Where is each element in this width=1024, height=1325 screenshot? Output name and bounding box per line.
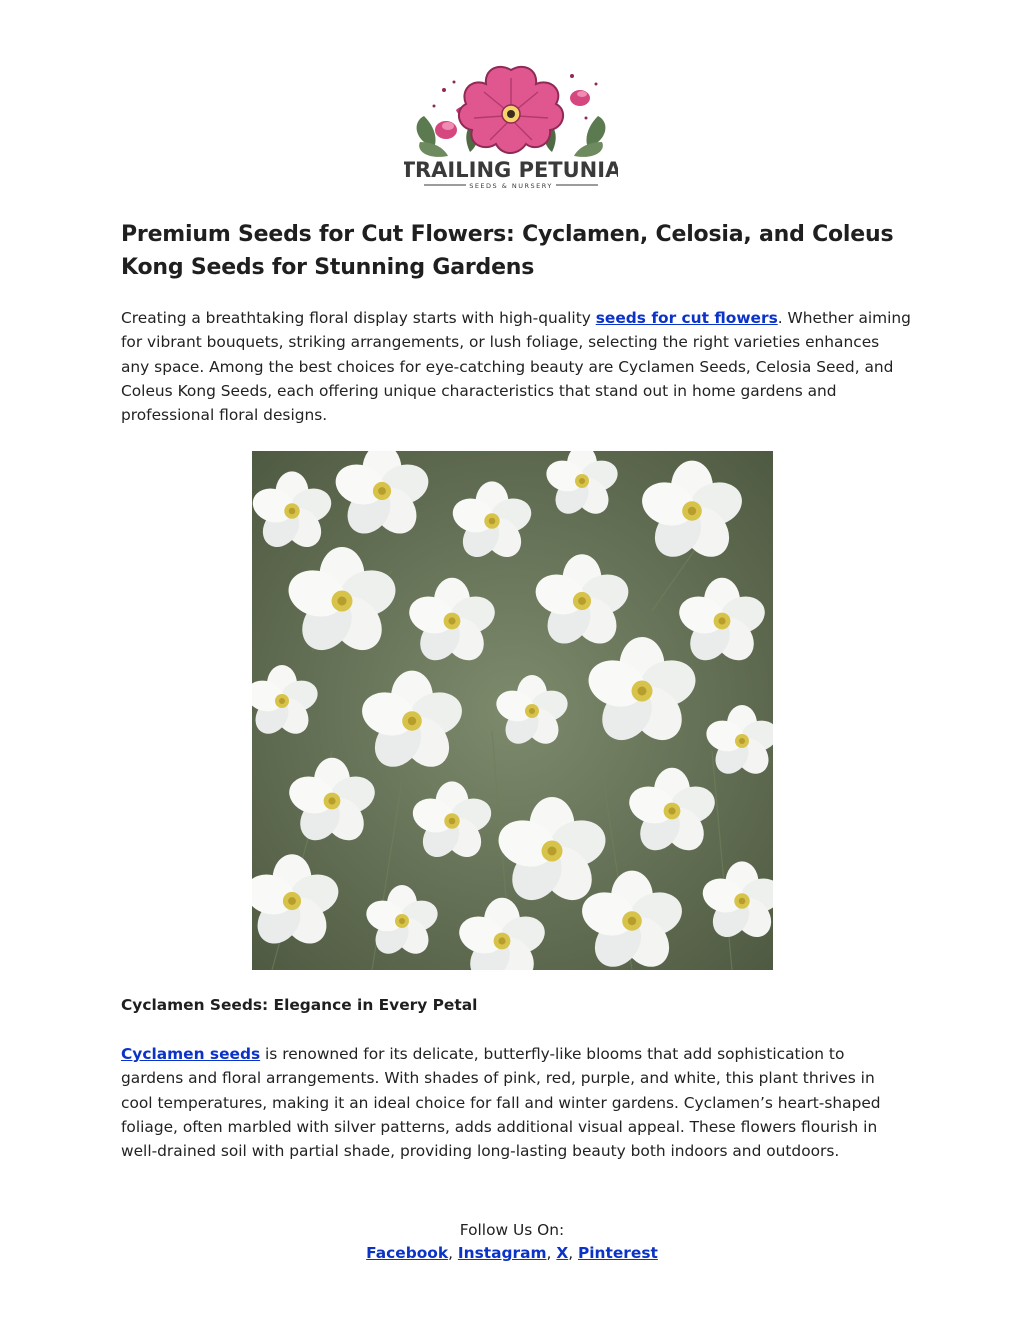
cyclamen-seeds-link[interactable]: Cyclamen seeds <box>121 1045 261 1063</box>
social-links <box>0 1244 1024 1262</box>
flower-photo-graphic <box>252 451 773 970</box>
petunia-logo-graphic <box>404 60 618 192</box>
link-separator: , <box>546 1244 557 1262</box>
link-separator: , <box>568 1244 578 1262</box>
cyclamen-text: is renowned for its delicate, butterfly-like blooms that add sophistication to gardens and floral arrangements. With shades of pink, red, purple, and white, this plant thrives in cool temperatures, making it an ideal choice for fall and winter gardens. Cyclamen’s heart-shaped foliage, often marbled with silver patterns, adds additional visual appeal. These flowers flourish in well-drained soil with partial shade, providing long-lasting beauty both indoors and outdoors. <box>121 1045 881 1161</box>
intro-text-before: Creating a breathtaking floral display starts with high-quality <box>121 309 596 327</box>
seeds-for-cut-flowers-link[interactable]: seeds for cut flowers <box>595 309 778 327</box>
intro-paragraph <box>121 306 911 427</box>
page-title: Premium Seeds for Cut Flowers: Cyclamen, Celosia, and Coleus Kong Seeds for Stunning Gardens <box>121 222 894 280</box>
brand-tagline: SEEDS & NURSERY <box>469 182 553 190</box>
section-heading: Cyclamen Seeds: Elegance in Every Petal <box>121 996 478 1014</box>
petunia-flower-icon <box>459 67 563 153</box>
instagram-link[interactable]: Instagram <box>457 1244 547 1262</box>
white-flowers-photo <box>252 451 773 970</box>
x-link[interactable]: X <box>556 1244 569 1262</box>
pinterest-link[interactable]: Pinterest <box>578 1244 658 1262</box>
follow-us-label: Follow Us On: <box>459 1221 565 1239</box>
facebook-link[interactable]: Facebook <box>366 1244 449 1262</box>
intro-text-after: . Whether aiming for vibrant bouquets, striking arrangements, or lush foliage, selecting the right varieties enhances any space. Among the best choices for eye-catching beauty are Cyclamen Seeds, Celosia Seed, and Coleus Kong Seeds, each offering unique characteristics that stand out in home gardens and professional floral designs. <box>121 309 911 425</box>
link-separator: , <box>448 1244 458 1262</box>
brand-logo <box>404 60 618 192</box>
cyclamen-paragraph <box>121 1042 911 1163</box>
brand-name: TRAILING PETUNIA <box>404 158 618 182</box>
